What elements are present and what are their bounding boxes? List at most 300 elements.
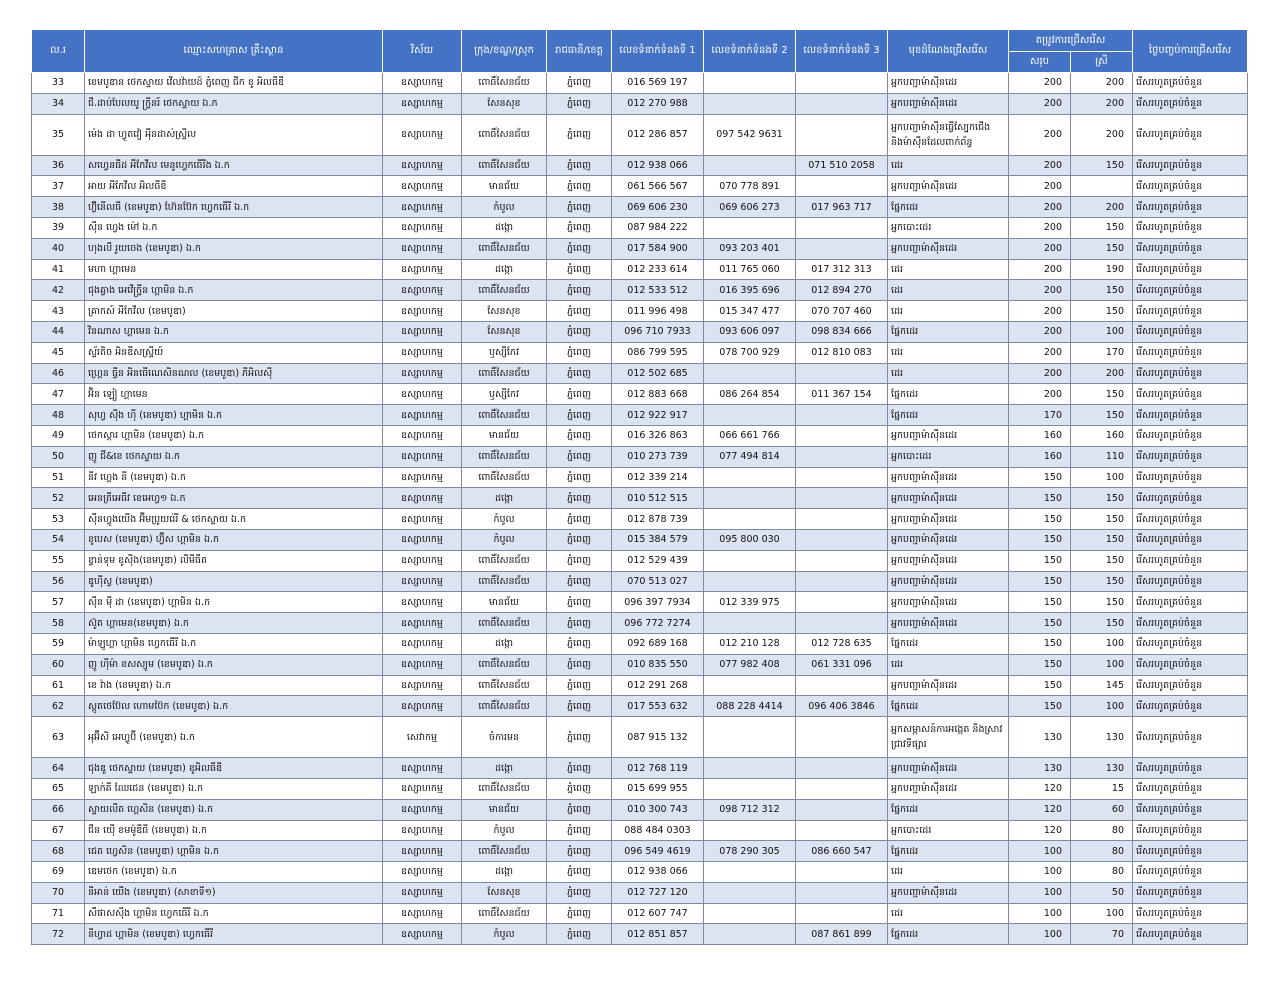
- cell-female-needed: 100: [1071, 696, 1133, 717]
- cell-phone-2: 095 800 030: [704, 529, 796, 550]
- table-row: [32, 197, 1248, 218]
- cell-total-needed: 120: [1009, 778, 1071, 799]
- cell-deadline: រើសរហូតគ្រប់ចំនួន: [1133, 924, 1248, 945]
- cell-row-number: 57: [32, 592, 85, 613]
- header-phone3: លេខទំនាក់ទំនងទី 3: [796, 30, 888, 73]
- cell-total-needed: 200: [1009, 342, 1071, 363]
- cell-phone-3: 012 728 635: [796, 633, 888, 654]
- cell-phone-3: 011 367 154: [796, 384, 888, 405]
- cell-phone-1: 087 915 132: [612, 717, 704, 758]
- cell-company-name: ជុងឌូ ថេកស្ទាយ (ខេមបូឌា) ខូអិលធីឌី: [85, 758, 383, 779]
- cell-phone-1: 012 502 685: [612, 363, 704, 384]
- cell-province: ភ្នំពេញ: [547, 259, 612, 280]
- cell-deadline: រើសរហូតគ្រប់ចំនួន: [1133, 259, 1248, 280]
- cell-phone-2: [704, 820, 796, 841]
- cell-total-needed: 150: [1009, 467, 1071, 488]
- cell-female-needed: 190: [1071, 259, 1133, 280]
- cell-sector: ឧស្សាហកម្ម: [383, 155, 462, 176]
- cell-total-needed: 100: [1009, 841, 1071, 862]
- cell-sector: ឧស្សាហកម្ម: [383, 280, 462, 301]
- cell-deadline: រើសរហូតគ្រប់ចំនួន: [1133, 155, 1248, 176]
- cell-company-name: ជេត ហ្វេសិន (ខេមបូឌា) ហ្គាមិន ឯ.ក: [85, 841, 383, 862]
- table-row: [32, 862, 1248, 883]
- cell-deadline: រើសរហូតគ្រប់ចំនួន: [1133, 820, 1248, 841]
- cell-female-needed: 80: [1071, 820, 1133, 841]
- cell-phone-1: 096 772 7274: [612, 613, 704, 634]
- cell-female-needed: 100: [1071, 633, 1133, 654]
- cell-row-number: 43: [32, 301, 85, 322]
- table-row: [32, 238, 1248, 259]
- cell-phone-2: 098 712 312: [704, 799, 796, 820]
- cell-sector: ឧស្សាហកម្ម: [383, 93, 462, 114]
- cell-total-needed: 120: [1009, 820, 1071, 841]
- table-row: [32, 73, 1248, 94]
- cell-province: ភ្នំពេញ: [547, 176, 612, 197]
- cell-phone-3: [796, 550, 888, 571]
- cell-phone-2: [704, 155, 796, 176]
- cell-company-name: គ្រាកស៍ អីកែវីល (ខេមបូឌា): [85, 301, 383, 322]
- cell-district: ពោធិ៍សែនជ័យ: [462, 73, 547, 94]
- cell-phone-2: [704, 488, 796, 509]
- table-row: [32, 384, 1248, 405]
- cell-sector: ឧស្សាហកម្ម: [383, 903, 462, 924]
- cell-province: ភ្នំពេញ: [547, 592, 612, 613]
- cell-sector: ឧស្សាហកម្ម: [383, 509, 462, 530]
- cell-position: អ្នកបញ្ជាម៉ាស៊ីនដេរ: [888, 758, 1009, 779]
- cell-sector: ឧស្សាហកម្ម: [383, 363, 462, 384]
- cell-company-name: សឹផាសស៊ីង ហ្គាមិន ហ្វេកធើរី ឯ.ក: [85, 903, 383, 924]
- cell-phone-1: 012 533 512: [612, 280, 704, 301]
- cell-position: អ្នកបញ្ជាម៉ាស៊ីនដេរ: [888, 778, 1009, 799]
- cell-phone-3: [796, 592, 888, 613]
- cell-phone-3: [796, 93, 888, 114]
- cell-deadline: រើសរហូតគ្រប់ចំនួន: [1133, 654, 1248, 675]
- cell-province: ភ្នំពេញ: [547, 924, 612, 945]
- cell-female-needed: 50: [1071, 882, 1133, 903]
- header-company: ឈ្មោះសហគ្រាស គ្រឹះស្ថាន: [85, 30, 383, 73]
- cell-position: អ្នកបញ្ជាម៉ាស៊ីនដេរ: [888, 73, 1009, 94]
- cell-district: មានជ័យ: [462, 799, 547, 820]
- cell-district: ដង្កោ: [462, 217, 547, 238]
- cell-phone-1: 015 384 579: [612, 529, 704, 550]
- cell-row-number: 38: [32, 197, 85, 218]
- cell-position: អ្នកបញ្ជាម៉ាស៊ីនដេរ: [888, 882, 1009, 903]
- cell-female-needed: 160: [1071, 425, 1133, 446]
- cell-company-name: នីហ្វាដ ហ្គាមិន (ខេមបូឌា) ហ្វេកធើរី: [85, 924, 383, 945]
- cell-sector: សេវាកម្ម: [383, 717, 462, 758]
- cell-position: ផ្នែកដេរ: [888, 405, 1009, 426]
- cell-total-needed: 200: [1009, 384, 1071, 405]
- table-row: [32, 613, 1248, 634]
- cell-phone-1: 012 291 268: [612, 675, 704, 696]
- cell-district: ឫស្សីកែវ: [462, 342, 547, 363]
- cell-row-number: 69: [32, 862, 85, 883]
- cell-position: អ្នកបញ្ជាម៉ាស៊ីនធ្វើស្បែកជើង និងម៉ាស៊ីនដែលពាក់ព័ន្ធ: [888, 114, 1009, 155]
- cell-sector: ឧស្សាហកម្ម: [383, 778, 462, 799]
- table-row: [32, 467, 1248, 488]
- table-row: [32, 176, 1248, 197]
- cell-position: អ្នកបញ្ជាម៉ាស៊ីនដេរ: [888, 176, 1009, 197]
- cell-deadline: រើសរហូតគ្រប់ចំនួន: [1133, 675, 1248, 696]
- cell-phone-3: [796, 799, 888, 820]
- cell-deadline: រើសរហូតគ្រប់ចំនួន: [1133, 384, 1248, 405]
- cell-total-needed: 100: [1009, 924, 1071, 945]
- cell-row-number: 39: [32, 217, 85, 238]
- table-row: [32, 155, 1248, 176]
- header-deadline: ថ្ងៃបញ្ចប់ការជ្រើសរើស: [1133, 30, 1248, 73]
- cell-district: ដង្កោ: [462, 758, 547, 779]
- cell-company-name: នីវ ហ្គេង នី (ខេមបូឌា) ឯ.ក: [85, 467, 383, 488]
- cell-female-needed: 150: [1071, 550, 1133, 571]
- cell-phone-3: [796, 467, 888, 488]
- cell-company-name: អ៊ិន ឡៀ ហ្គាមេន: [85, 384, 383, 405]
- cell-company-name: មហា ហ្គាមេន: [85, 259, 383, 280]
- cell-phone-3: [796, 882, 888, 903]
- cell-phone-2: 011 765 060: [704, 259, 796, 280]
- cell-phone-2: [704, 924, 796, 945]
- cell-position: អ្នកបញ្ជាម៉ាស៊ីនដេរ: [888, 238, 1009, 259]
- cell-district: ពោធិ៍សែនជ័យ: [462, 654, 547, 675]
- cell-deadline: រើសរហូតគ្រប់ចំនួន: [1133, 550, 1248, 571]
- cell-deadline: រើសរហូតគ្រប់ចំនួន: [1133, 799, 1248, 820]
- cell-female-needed: 150: [1071, 155, 1133, 176]
- cell-phone-3: [796, 73, 888, 94]
- cell-phone-3: 017 312 313: [796, 259, 888, 280]
- cell-female-needed: 100: [1071, 467, 1133, 488]
- cell-phone-1: 012 727 120: [612, 882, 704, 903]
- cell-sector: ឧស្សាហកម្ម: [383, 882, 462, 903]
- cell-total-needed: 200: [1009, 321, 1071, 342]
- cell-sector: ឧស្សាហកម្ម: [383, 488, 462, 509]
- cell-row-number: 46: [32, 363, 85, 384]
- cell-deadline: រើសរហូតគ្រប់ចំនួន: [1133, 197, 1248, 218]
- cell-district: កំបូល: [462, 820, 547, 841]
- cell-company-name: ម៉ាឡូហ្គា ហ្គាមិន ហ្វេកធើរី ឯ.ក: [85, 633, 383, 654]
- cell-company-name: ជីន យ៉ើ ខមម៉ូឌីធី (ខេមបូឌា) ឯ.ក: [85, 820, 383, 841]
- header-no: ល.រ: [32, 30, 85, 73]
- cell-phone-3: 061 331 096: [796, 654, 888, 675]
- cell-province: ភ្នំពេញ: [547, 467, 612, 488]
- cell-total-needed: 200: [1009, 217, 1071, 238]
- cell-total-needed: 150: [1009, 488, 1071, 509]
- cell-district: ឫស្សីកែវ: [462, 384, 547, 405]
- cell-phone-1: 096 710 7933: [612, 321, 704, 342]
- cell-female-needed: 150: [1071, 509, 1133, 530]
- cell-position: អ្នកបញ្ជាម៉ាស៊ីនដេរ: [888, 509, 1009, 530]
- cell-phone-2: [704, 363, 796, 384]
- cell-position: អ្នកបញ្ជាម៉ាស៊ីនដេរ: [888, 488, 1009, 509]
- cell-total-needed: 150: [1009, 550, 1071, 571]
- cell-sector: ឧស្សាហកម្ម: [383, 405, 462, 426]
- cell-female-needed: 150: [1071, 405, 1133, 426]
- cell-district: កំបូល: [462, 529, 547, 550]
- cell-total-needed: 150: [1009, 633, 1071, 654]
- cell-female-needed: 60: [1071, 799, 1133, 820]
- cell-phone-1: 012 938 066: [612, 155, 704, 176]
- table-row: [32, 592, 1248, 613]
- cell-sector: ឧស្សាហកម្ម: [383, 446, 462, 467]
- cell-company-name: សុហ្វ ស៊ីង ហ៊ី (ខេមបូឌា) ហ្គាមិន ឯ.ក: [85, 405, 383, 426]
- cell-deadline: រើសរហូតគ្រប់ចំនួន: [1133, 176, 1248, 197]
- cell-company-name: ឡាក់គី ឈែជេន (ខេមបូឌា) ឯ.ក: [85, 778, 383, 799]
- cell-district: ពោធិ៍សែនជ័យ: [462, 613, 547, 634]
- cell-total-needed: 200: [1009, 301, 1071, 322]
- cell-female-needed: 150: [1071, 384, 1133, 405]
- cell-female-needed: 200: [1071, 73, 1133, 94]
- cell-district: កំបូល: [462, 509, 547, 530]
- cell-sector: ឧស្សាហកម្ម: [383, 259, 462, 280]
- cell-phone-1: 010 273 739: [612, 446, 704, 467]
- cell-company-name: ញូ ជី&ខេ ថេកស្ទាយ ឯ.ក: [85, 446, 383, 467]
- header-phone2: លេខទំនាក់ទំនងទី 2: [704, 30, 796, 73]
- cell-province: ភ្នំពេញ: [547, 488, 612, 509]
- cell-district: សែនសុខ: [462, 321, 547, 342]
- cell-deadline: រើសរហូតគ្រប់ចំនួន: [1133, 882, 1248, 903]
- cell-position: ផ្នែកដេរ: [888, 799, 1009, 820]
- cell-sector: ឧស្សាហកម្ម: [383, 924, 462, 945]
- cell-sector: ឧស្សាហកម្ម: [383, 633, 462, 654]
- cell-district: ដង្កោ: [462, 259, 547, 280]
- cell-province: ភ្នំពេញ: [547, 301, 612, 322]
- cell-row-number: 47: [32, 384, 85, 405]
- cell-company-name: អាយ អីកែវីល អិលធីឌី: [85, 176, 383, 197]
- cell-female-needed: 100: [1071, 321, 1133, 342]
- cell-sector: ឧស្សាហកម្ម: [383, 217, 462, 238]
- cell-phone-1: 088 484 0303: [612, 820, 704, 841]
- cell-deadline: រើសរហូតគ្រប់ចំនួន: [1133, 509, 1248, 530]
- cell-row-number: 63: [32, 717, 85, 758]
- cell-company-name: ឌូហ៊ីស្វ (ខេមបូឌា): [85, 571, 383, 592]
- cell-deadline: រើសរហូតគ្រប់ចំនួន: [1133, 717, 1248, 758]
- cell-phone-2: [704, 467, 796, 488]
- cell-phone-3: 070 707 460: [796, 301, 888, 322]
- cell-district: ដង្កោ: [462, 488, 547, 509]
- cell-company-name: អុអ៊ីសិ អេហ្វូប៊ី (ខេមបូឌា) ឯ.ក: [85, 717, 383, 758]
- cell-company-name: ហ៊្វីនើលធី (ខេមបូឌា) ហ៊ែនប៊ែក ហ្វេកធើរី ឯ.ក: [85, 197, 383, 218]
- cell-phone-3: [796, 509, 888, 530]
- cell-female-needed: 200: [1071, 93, 1133, 114]
- cell-sector: ឧស្សាហកម្ម: [383, 114, 462, 155]
- cell-female-needed: 150: [1071, 488, 1133, 509]
- cell-deadline: រើសរហូតគ្រប់ចំនួន: [1133, 778, 1248, 799]
- cell-row-number: 36: [32, 155, 85, 176]
- cell-district: ពោធិ៍សែនជ័យ: [462, 238, 547, 259]
- cell-row-number: 64: [32, 758, 85, 779]
- cell-deadline: រើសរហូតគ្រប់ចំនួន: [1133, 93, 1248, 114]
- cell-phone-1: 010 512 515: [612, 488, 704, 509]
- cell-position: អ្នកបញ្ជាម៉ាស៊ីនដេរ: [888, 550, 1009, 571]
- cell-phone-3: [796, 778, 888, 799]
- cell-deadline: រើសរហូតគ្រប់ចំនួន: [1133, 592, 1248, 613]
- cell-total-needed: 200: [1009, 363, 1071, 384]
- cell-row-number: 61: [32, 675, 85, 696]
- cell-phone-1: 016 326 863: [612, 425, 704, 446]
- cell-province: ភ្នំពេញ: [547, 613, 612, 634]
- cell-position: ដេរ: [888, 363, 1009, 384]
- cell-phone-1: 012 529 439: [612, 550, 704, 571]
- cell-sector: ឧស្សាហកម្ម: [383, 529, 462, 550]
- cell-sector: ឧស្សាហកម្ម: [383, 675, 462, 696]
- table-row: [32, 363, 1248, 384]
- cell-total-needed: 200: [1009, 280, 1071, 301]
- cell-province: ភ្នំពេញ: [547, 529, 612, 550]
- cell-position: អ្នកបោះដេរ: [888, 446, 1009, 467]
- cell-phone-3: 012 810 083: [796, 342, 888, 363]
- cell-district: ពោធិ៍សែនជ័យ: [462, 467, 547, 488]
- cell-position: អ្នកបញ្ជាម៉ាស៊ីនដេរ: [888, 592, 1009, 613]
- cell-district: មានជ័យ: [462, 425, 547, 446]
- table-row: [32, 425, 1248, 446]
- header-district: ក្រុង/ខណ្ឌ/ស្រុក: [462, 30, 547, 73]
- cell-sector: ឧស្សាហកម្ម: [383, 73, 462, 94]
- cell-deadline: រើសរហូតគ្រប់ចំនួន: [1133, 363, 1248, 384]
- table-row: [32, 778, 1248, 799]
- cell-province: ភ្នំពេញ: [547, 114, 612, 155]
- cell-district: សែនសុខ: [462, 93, 547, 114]
- cell-row-number: 44: [32, 321, 85, 342]
- cell-phone-3: [796, 675, 888, 696]
- cell-position: អ្នកបញ្ជាម៉ាស៊ីនដេរ: [888, 467, 1009, 488]
- job-vacancy-table: [31, 29, 1248, 945]
- cell-row-number: 33: [32, 73, 85, 94]
- cell-district: ចំការមន: [462, 717, 547, 758]
- table-row: [32, 841, 1248, 862]
- cell-phone-3: [796, 571, 888, 592]
- cell-phone-2: [704, 405, 796, 426]
- header-position: មុខដំណែងជ្រើសរើស: [888, 30, 1009, 73]
- cell-total-needed: 150: [1009, 571, 1071, 592]
- cell-row-number: 42: [32, 280, 85, 301]
- cell-province: ភ្នំពេញ: [547, 363, 612, 384]
- cell-company-name: ស្ទ័រតិច អិនឌីសស្ទ្រីយ៍: [85, 342, 383, 363]
- cell-row-number: 35: [32, 114, 85, 155]
- cell-female-needed: 150: [1071, 571, 1133, 592]
- cell-row-number: 45: [32, 342, 85, 363]
- table-row: [32, 529, 1248, 550]
- cell-province: ភ្នំពេញ: [547, 446, 612, 467]
- table-row: [32, 342, 1248, 363]
- cell-phone-2: [704, 571, 796, 592]
- cell-phone-2: 016 395 696: [704, 280, 796, 301]
- cell-company-name: ញូ ហ៊ីម៉ា ខសស្យូម (ខេមបូឌា) ឯ.ក: [85, 654, 383, 675]
- cell-phone-1: 012 339 214: [612, 467, 704, 488]
- cell-position: អ្នកបញ្ជាម៉ាស៊ីនដេរ: [888, 529, 1009, 550]
- cell-province: ភ្នំពេញ: [547, 384, 612, 405]
- cell-province: ភ្នំពេញ: [547, 799, 612, 820]
- cell-phone-2: 093 606 097: [704, 321, 796, 342]
- cell-position: អ្នកបញ្ជាម៉ាស៊ីនដេរ: [888, 425, 1009, 446]
- cell-sector: ឧស្សាហកម្ម: [383, 571, 462, 592]
- cell-row-number: 51: [32, 467, 85, 488]
- cell-row-number: 37: [32, 176, 85, 197]
- table-row: [32, 924, 1248, 945]
- cell-row-number: 50: [32, 446, 85, 467]
- cell-district: ពោធិ៍សែនជ័យ: [462, 155, 547, 176]
- cell-district: ពោធិ៍សែនជ័យ: [462, 405, 547, 426]
- cell-deadline: រើសរហូតគ្រប់ចំនួន: [1133, 571, 1248, 592]
- cell-company-name: ថេកស្តារ ហ្គាមិន (ខេមបូឌា) ឯ.ក: [85, 425, 383, 446]
- cell-phone-2: [704, 717, 796, 758]
- cell-female-needed: [1071, 176, 1133, 197]
- cell-phone-3: [796, 820, 888, 841]
- header-female: ស្រី: [1071, 52, 1133, 73]
- cell-total-needed: 100: [1009, 882, 1071, 903]
- header-phone1: លេខទំនាក់ទំនងទី 1: [612, 30, 704, 73]
- cell-company-name: ខ្វាន់ទុម ខូស៊ីង(ខេមបូឌា) លីមីធីត: [85, 550, 383, 571]
- cell-phone-1: 012 233 614: [612, 259, 704, 280]
- cell-province: ភ្នំពេញ: [547, 820, 612, 841]
- cell-company-name: ស្ទាយលីត ហ្គេសិន (ខេមបូឌា) ឯ.ក: [85, 799, 383, 820]
- cell-phone-1: 012 883 668: [612, 384, 704, 405]
- cell-deadline: រើសរហូតគ្រប់ចំនួន: [1133, 114, 1248, 155]
- cell-total-needed: 150: [1009, 529, 1071, 550]
- cell-position: អ្នកបញ្ជាម៉ាស៊ីនដេរ: [888, 675, 1009, 696]
- cell-deadline: រើសរហូតគ្រប់ចំនួន: [1133, 342, 1248, 363]
- cell-sector: ឧស្សាហកម្ម: [383, 592, 462, 613]
- cell-row-number: 59: [32, 633, 85, 654]
- cell-phone-1: 012 851 857: [612, 924, 704, 945]
- cell-province: ភ្នំពេញ: [547, 155, 612, 176]
- cell-total-needed: 170: [1009, 405, 1071, 426]
- cell-phone-2: [704, 862, 796, 883]
- cell-phone-1: 087 984 222: [612, 217, 704, 238]
- cell-sector: ឧស្សាហកម្ម: [383, 425, 462, 446]
- cell-phone-1: 012 938 066: [612, 862, 704, 883]
- table-row: [32, 882, 1248, 903]
- cell-phone-2: [704, 73, 796, 94]
- cell-phone-2: [704, 613, 796, 634]
- cell-sector: ឧស្សាហកម្ម: [383, 613, 462, 634]
- cell-row-number: 53: [32, 509, 85, 530]
- cell-phone-3: [796, 862, 888, 883]
- table-row: [32, 321, 1248, 342]
- cell-deadline: រើសរហូតគ្រប់ចំនួន: [1133, 446, 1248, 467]
- cell-position: អ្នកបញ្ជាម៉ាស៊ីនដេរ: [888, 613, 1009, 634]
- cell-total-needed: 150: [1009, 613, 1071, 634]
- cell-phone-2: [704, 217, 796, 238]
- cell-female-needed: 100: [1071, 654, 1133, 675]
- cell-total-needed: 130: [1009, 758, 1071, 779]
- cell-phone-1: 061 566 567: [612, 176, 704, 197]
- cell-phone-2: [704, 778, 796, 799]
- cell-sector: ឧស្សាហកម្ម: [383, 696, 462, 717]
- cell-district: ពោធិ៍សែនជ័យ: [462, 571, 547, 592]
- cell-position: ដេរ: [888, 301, 1009, 322]
- cell-province: ភ្នំពេញ: [547, 405, 612, 426]
- table-row: [32, 654, 1248, 675]
- cell-phone-3: 071 510 2058: [796, 155, 888, 176]
- cell-female-needed: 70: [1071, 924, 1133, 945]
- cell-female-needed: 200: [1071, 114, 1133, 155]
- cell-total-needed: 150: [1009, 696, 1071, 717]
- cell-position: អ្នកបញ្ជាម៉ាស៊ីនដេរ: [888, 571, 1009, 592]
- cell-province: ភ្នំពេញ: [547, 778, 612, 799]
- cell-phone-1: 010 835 550: [612, 654, 704, 675]
- cell-phone-3: [796, 238, 888, 259]
- cell-position: ដេរ: [888, 280, 1009, 301]
- cell-female-needed: 130: [1071, 717, 1133, 758]
- cell-company-name: ស៊ីន ម៉ី ដា (ខេមបូឌា) ហ្គាមិន ឯ.ក: [85, 592, 383, 613]
- cell-province: ភ្នំពេញ: [547, 217, 612, 238]
- cell-sector: ឧស្សាហកម្ម: [383, 238, 462, 259]
- cell-female-needed: 80: [1071, 841, 1133, 862]
- header-need-group: តម្រូវការជ្រើសរើស: [1009, 30, 1133, 52]
- table-row: [32, 717, 1248, 758]
- cell-province: ភ្នំពេញ: [547, 238, 612, 259]
- cell-sector: ឧស្សាហកម្ម: [383, 321, 462, 342]
- cell-row-number: 41: [32, 259, 85, 280]
- cell-deadline: រើសរហូតគ្រប់ចំនួន: [1133, 321, 1248, 342]
